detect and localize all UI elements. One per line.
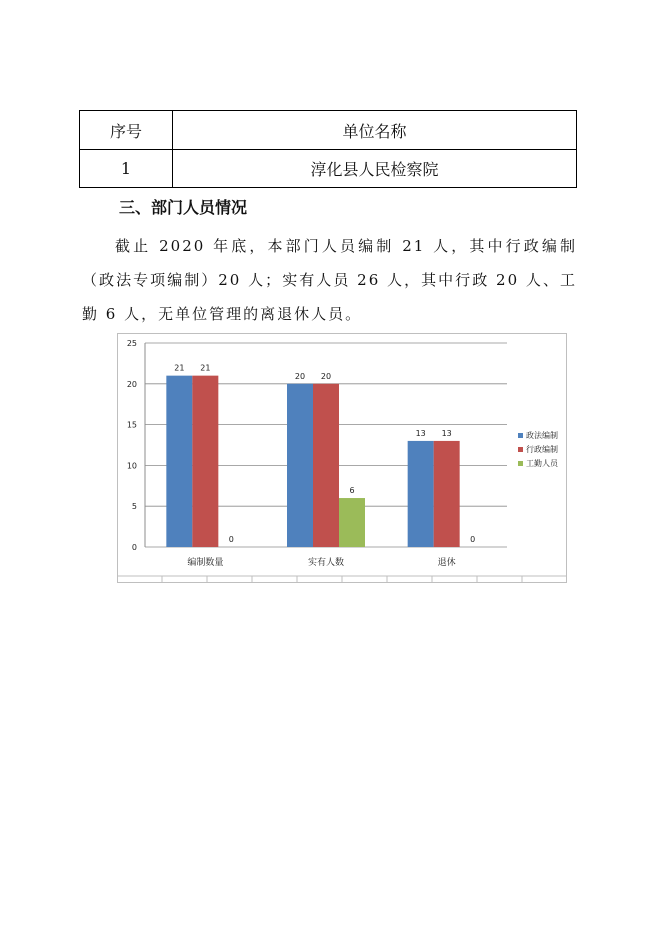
cell-index: 1 — [80, 150, 173, 188]
x-tick-label: 实有人数 — [307, 558, 345, 568]
bar — [313, 384, 339, 547]
y-tick-label: 15 — [126, 420, 137, 430]
data-label: 13 — [441, 428, 452, 438]
data-label: 13 — [415, 428, 426, 438]
y-tick-label: 5 — [131, 502, 137, 512]
legend-swatch — [518, 433, 523, 438]
legend-swatch — [518, 461, 523, 466]
table-header-row — [80, 111, 577, 150]
legend-label: 行政编制 — [526, 445, 558, 454]
header-cell-index: 序号 — [80, 111, 173, 150]
header-cell-unit-name: 单位名称 — [173, 111, 577, 150]
data-label: 21 — [200, 363, 211, 373]
x-tick-label: 编制数量 — [187, 558, 224, 568]
bar — [192, 376, 218, 547]
bar — [166, 376, 192, 547]
bar — [408, 441, 434, 547]
data-label: 20 — [294, 371, 306, 381]
legend-label: 工勤人员 — [526, 459, 558, 468]
legend-label: 政法编制 — [526, 431, 558, 440]
data-label: 0 — [228, 535, 234, 544]
data-label: 0 — [470, 535, 476, 544]
data-label: 20 — [320, 371, 332, 381]
cell-unit-name: 淳化县人民检察院 — [173, 150, 577, 188]
staff-bar-chart — [117, 333, 567, 583]
legend-swatch — [518, 447, 523, 452]
x-tick-label: 退休 — [437, 558, 456, 568]
body-paragraph: 截止 2020 年底，本部门人员编制 21 人，其中行政编制（政法专项编制）20 人；实有人员 26 人，其中行政 20 人、工勤 6 人，无单位管理的离退休人员。 — [82, 237, 577, 323]
data-label: 6 — [349, 486, 355, 496]
chart-svg — [117, 333, 567, 583]
table-row — [80, 150, 577, 188]
y-tick-label: 0 — [131, 543, 137, 552]
section-heading: 三、部门人员情况 — [119, 198, 248, 217]
y-tick-label: 10 — [126, 461, 137, 471]
bar — [434, 441, 460, 547]
data-label: 21 — [174, 363, 185, 373]
unit-table — [79, 110, 577, 188]
bar — [287, 384, 313, 547]
y-tick-label: 25 — [126, 339, 137, 348]
y-tick-label: 20 — [126, 379, 137, 389]
bar — [339, 498, 365, 547]
